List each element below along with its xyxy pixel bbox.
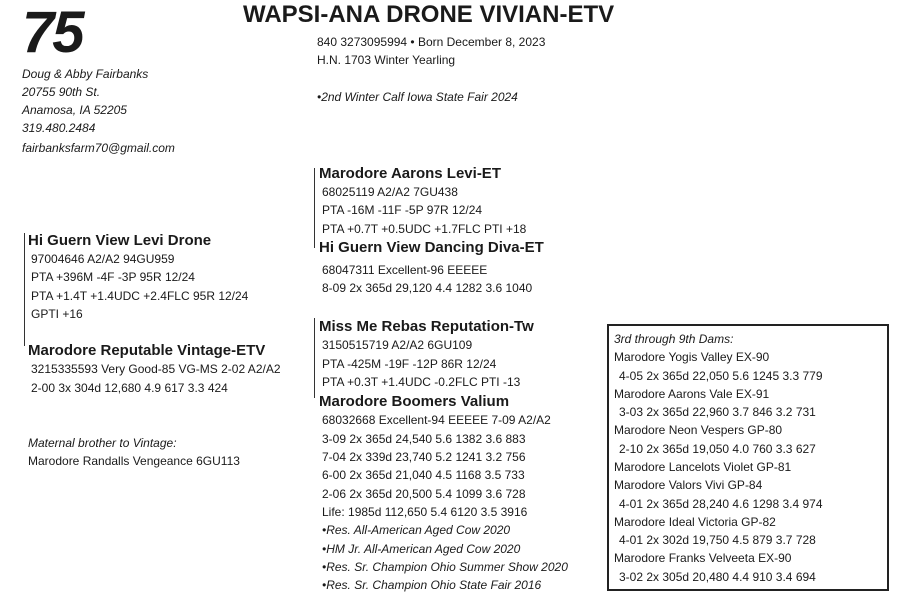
herd-number-class: H.N. 1703 Winter Yearling (317, 53, 456, 67)
dam-line: 3215335593 Very Good-85 VG-MS 2-02 A2/A2 (31, 362, 281, 376)
dam-sire-line: PTA -425M -19F -12P 86R 12/24 (322, 357, 497, 371)
dam-dam-line: 6-00 2x 365d 21,040 4.5 1168 3.5 733 (322, 468, 525, 482)
ancestor-dam-record: 4-01 2x 302d 19,750 4.5 879 3.7 728 (619, 533, 816, 547)
ancestor-dam-name: Marodore Yogis Valley EX-90 (614, 350, 770, 364)
consignor-phone: 319.480.2484 (22, 121, 96, 135)
dam-dam-line: 68032668 Excellent-94 EEEEE 7-09 A2/A2 (322, 413, 551, 427)
ancestor-dam-record: 4-05 2x 365d 22,050 5.6 1245 3.3 779 (619, 369, 823, 383)
sire-line: PTA +396M -4F -3P 95R 12/24 (31, 270, 195, 284)
dam-dam-line: Life: 1985d 112,650 5.4 6120 3.5 3916 (322, 505, 528, 519)
dam-dam-honor: •Res. All-American Aged Cow 2020 (322, 523, 511, 537)
ancestor-dam-name: Marodore Valors Vivi GP-84 (614, 478, 763, 492)
ancestor-dam-record: 3-02 2x 305d 20,480 4.4 910 3.4 694 (619, 570, 816, 584)
dam-dam-honor: •Res. Sr. Champion Ohio Summer Show 2020 (322, 560, 568, 574)
dam-dam-line: 3-09 2x 365d 24,540 5.6 1382 3.6 883 (322, 432, 526, 446)
maternal-note-value: Marodore Randalls Vengeance 6GU113 (28, 454, 240, 468)
dam-name: Marodore Reputable Vintage-ETV (28, 342, 266, 359)
sire-sire-line: 68025119 A2/A2 7GU438 (322, 185, 458, 199)
pedigree-bracket-dam (314, 318, 315, 398)
sire-dam-name: Hi Guern View Dancing Diva-ET (319, 239, 544, 256)
ancestor-dam-record: 2-10 2x 365d 19,050 4.0 760 3.3 627 (619, 442, 816, 456)
sire-line: 97004646 A2/A2 94GU959 (31, 252, 175, 266)
ancestor-dam-name: Marodore Aarons Vale EX-91 (614, 387, 770, 401)
ancestor-dam-record: 4-01 2x 365d 28,240 4.6 1298 3.4 974 (619, 497, 823, 511)
consignor-name: Doug & Abby Fairbanks (22, 67, 149, 81)
sire-sire-line: PTA -16M -11F -5P 97R 12/24 (322, 203, 483, 217)
sire-line: GPTI +16 (31, 307, 83, 321)
sire-line: PTA +1.4T +1.4UDC +2.4FLC 95R 12/24 (31, 289, 249, 303)
lot-number: 75 (22, 0, 83, 65)
consignor-street: 20755 90th St. (22, 85, 101, 99)
ancestor-dam-record: 3-03 2x 365d 22,960 3.7 846 3.2 731 (619, 405, 816, 419)
dam-line: 2-00 3x 304d 12,680 4.9 617 3.3 424 (31, 381, 228, 395)
ancestor-dam-name: Marodore Neon Vespers GP-80 (614, 423, 783, 437)
ancestor-dams-heading: 3rd through 9th Dams: (614, 332, 734, 346)
dam-dam-name: Marodore Boomers Valium (319, 393, 510, 410)
pedigree-bracket-sire (314, 168, 315, 248)
pedigree-bracket-left (24, 233, 25, 346)
dam-dam-honor: •Res. Sr. Champion Ohio State Fair 2016 (322, 578, 542, 592)
consignor-city: Anamosa, IA 52205 (22, 103, 127, 117)
dam-sire-line: 3150515719 A2/A2 6GU109 (322, 338, 473, 352)
animal-title: WAPSI-ANA DRONE VIVIAN-ETV (243, 1, 615, 28)
achievement: •2nd Winter Calf Iowa State Fair 2024 (317, 90, 518, 104)
ancestor-dam-name: Marodore Lancelots Violet GP-81 (614, 460, 792, 474)
maternal-note-label: Maternal brother to Vintage: (28, 436, 177, 450)
consignor-email: fairbanksfarm70@gmail.com (22, 141, 175, 155)
sire-dam-line: 8-09 2x 365d 29,120 4.4 1282 3.6 1040 (322, 281, 533, 295)
ancestor-dam-name: Marodore Franks Velveeta EX-90 (614, 551, 792, 565)
dam-sire-line: PTA +0.3T +1.4UDC -0.2FLC PTI -13 (322, 375, 521, 389)
dam-dam-line: 7-04 2x 339d 23,740 5.2 1241 3.2 756 (322, 450, 526, 464)
ancestor-dam-name: Marodore Ideal Victoria GP-82 (614, 515, 776, 529)
dam-dam-honor: •HM Jr. All-American Aged Cow 2020 (322, 542, 521, 556)
sire-sire-line: PTA +0.7T +0.5UDC +1.7FLC PTI +18 (322, 222, 527, 236)
dam-sire-name: Miss Me Rebas Reputation-Tw (319, 318, 534, 335)
sire-dam-line: 68047311 Excellent-96 EEEEE (322, 263, 488, 277)
registration-birth: 840 3273095994 • Born December 8, 2023 (317, 35, 546, 49)
dam-dam-line: 2-06 2x 365d 20,500 5.4 1099 3.6 728 (322, 487, 526, 501)
sire-sire-name: Marodore Aarons Levi-ET (319, 165, 501, 182)
sire-name: Hi Guern View Levi Drone (28, 232, 212, 249)
